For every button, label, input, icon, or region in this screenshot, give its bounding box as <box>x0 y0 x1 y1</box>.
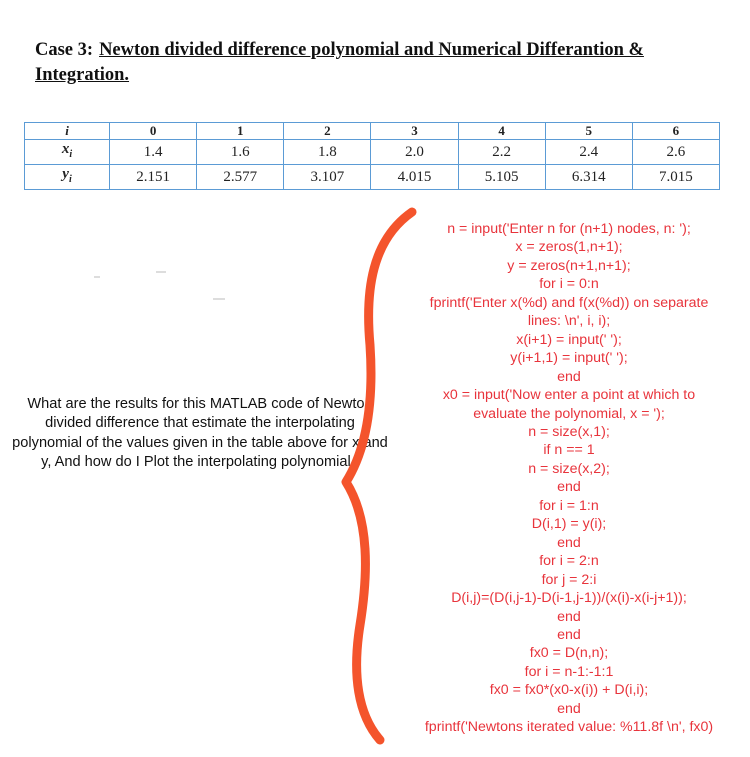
code-line: for i = n-1:-1:1 <box>524 663 614 680</box>
code-line: y = zeros(n+1,n+1); <box>507 257 631 274</box>
code-line: n = input('Enter n for (n+1) nodes, n: '); <box>447 221 691 237</box>
row-label-i: i <box>25 123 110 140</box>
table-cell: 3 <box>371 123 458 140</box>
code-line: end <box>557 368 581 385</box>
code-line: end <box>557 626 581 643</box>
table-cell: 5.105 <box>458 165 545 190</box>
code-line: D(i,1) = y(i); <box>531 516 607 533</box>
code-line: x(i+1) = input(' '); <box>516 331 622 348</box>
code-line: fx0 = fx0*(x0-x(i)) + D(i,i); <box>489 682 649 699</box>
table-cell: 5 <box>545 123 632 140</box>
code-line: x0 = input('Now enter a point at which to <box>442 387 696 404</box>
table-cell: 7.015 <box>632 165 719 190</box>
code-line: n = size(x,2); <box>528 460 610 477</box>
table-cell: 1.4 <box>110 140 197 165</box>
code-line: evaluate the polynomial, x = '); <box>473 405 665 422</box>
code-line: x = zeros(1,n+1); <box>515 239 623 256</box>
table-cell: 2.2 <box>458 140 545 165</box>
code-line: y(i+1,1) = input(' '); <box>510 350 628 367</box>
code-line: for j = 2:i <box>541 571 597 588</box>
table-cell: 2.4 <box>545 140 632 165</box>
code-line: for i = 0:n <box>539 276 599 293</box>
code-line: end <box>557 479 581 496</box>
table-cell: 6 <box>632 123 719 140</box>
code-line: end <box>557 608 581 625</box>
code-line: if n == 1 <box>543 442 595 459</box>
table-cell: 2.577 <box>197 165 284 190</box>
case-title: Newton divided difference polynomial and Numerical Differantion & Integration. <box>35 40 644 85</box>
table-cell: 2.6 <box>632 140 719 165</box>
code-line: fprintf('Enter x(%d) and f(x(%d)) on separate <box>429 294 709 311</box>
table-cell: 1 <box>197 123 284 140</box>
table-cell: 3.107 <box>284 165 371 190</box>
table-cell: 4.015 <box>371 165 458 190</box>
question-text: What are the results for this MATLAB code of Newton divided difference that estimate the interpolating polynomial of the values given in the table above for x and y, And how do I Plot the interpolating polynomial . <box>12 396 388 470</box>
matlab-code <box>396 220 742 737</box>
table-cell: 4 <box>458 123 545 140</box>
code-line: n = size(x,1); <box>528 423 610 440</box>
table-cell: 0 <box>110 123 197 140</box>
row-label-x: $x_i$ <box>25 140 110 165</box>
code-line: for i = 1:n <box>539 497 599 514</box>
case-label: Case 3: <box>35 40 94 60</box>
table-cell: 2.151 <box>110 165 197 190</box>
table-cell: 1.8 <box>284 140 371 165</box>
table-cell: 2 <box>284 123 371 140</box>
code-line: D(i,j)=(D(i,j-1)-D(i-1,j-1))/(x(i)-x(i-j+1)); <box>451 590 687 607</box>
table-cell: 1.6 <box>197 140 284 165</box>
code-line: fprintf('Newtons iterated value: %11.8f \n', fx0) <box>424 719 714 736</box>
code-line: end <box>557 700 581 717</box>
code-line: fx0 = D(n,n); <box>529 645 609 662</box>
code-line: for i = 2:n <box>539 553 599 570</box>
table-cell: 6.314 <box>545 165 632 190</box>
code-line: end <box>557 534 581 551</box>
row-label-y: $y_i$ <box>25 165 110 190</box>
code-line: lines: \n', i, i); <box>527 313 611 330</box>
table-cell: 2.0 <box>371 140 458 165</box>
